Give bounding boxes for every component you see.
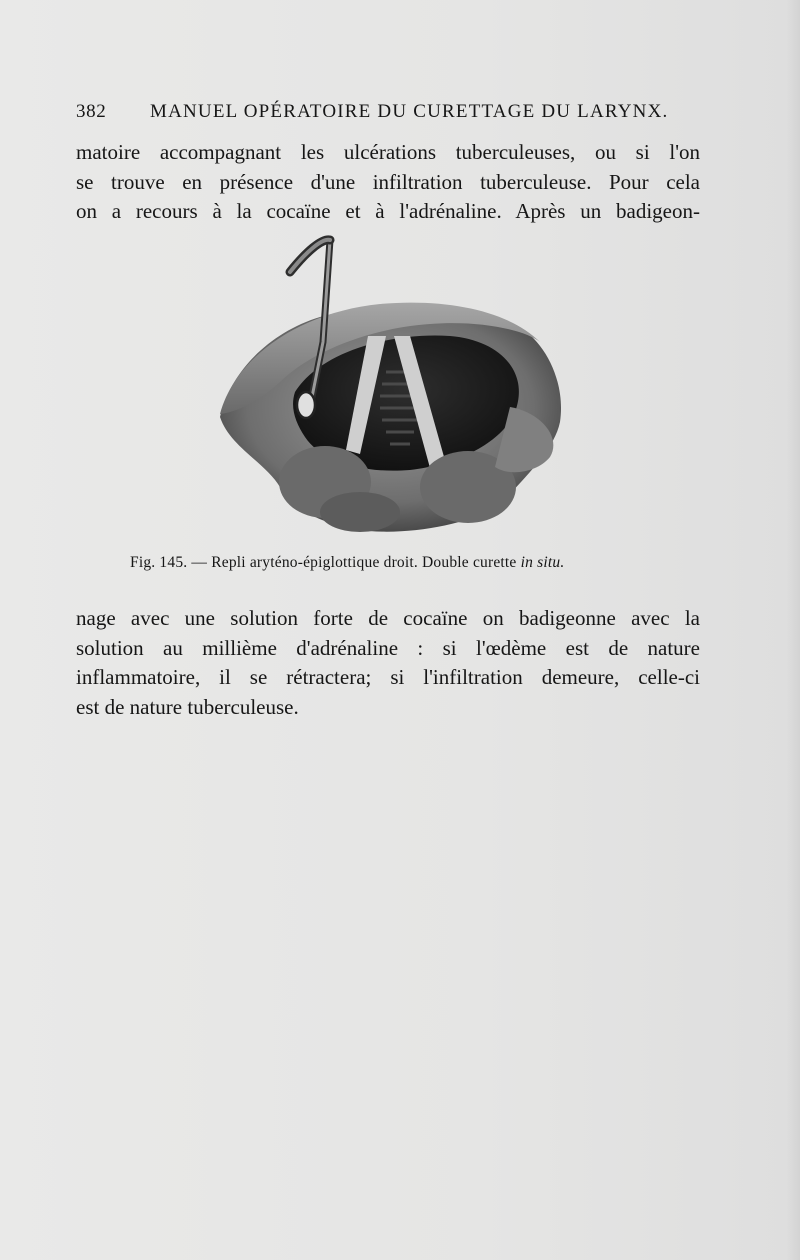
running-title: MANUEL OPÉRATOIRE DU CURETTAGE DU LARYNX. bbox=[150, 101, 669, 122]
caption-text: Fig. 145. — Repli aryténo-épiglottique droit. Double curette bbox=[130, 554, 517, 571]
paragraph-continued bbox=[76, 138, 700, 227]
text-line: se trouve en présence d'une infiltration tuberculeuse. Pour cela bbox=[76, 169, 700, 194]
text-line: nage avec une solution forte de cocaïne on badigeonne avec la bbox=[76, 606, 700, 630]
figure-larynx-illustration bbox=[210, 232, 572, 540]
page-number: 382 bbox=[76, 101, 107, 122]
larynx-curette-drawing bbox=[210, 232, 572, 540]
interarytenoid-fold bbox=[320, 492, 400, 532]
text-line: inflammatoire, il se rétractera; si l'infiltration demeure, celle-ci bbox=[76, 665, 700, 689]
text-line: est de nature tuberculeuse. bbox=[76, 694, 299, 719]
text-line: matoire accompagnant les ulcérations tuberculeuses, ou si l'on bbox=[76, 140, 700, 164]
text-line: solution au millième d'adrénaline : si l'œdème est de nature bbox=[76, 635, 700, 660]
paragraph bbox=[76, 604, 700, 722]
caption-italic: in situ. bbox=[520, 554, 565, 571]
figure-caption bbox=[130, 554, 650, 572]
page-edge-shadow bbox=[786, 0, 800, 1260]
text-line: on a recours à la cocaïne et à l'adrénaline. Après un badigeon- bbox=[76, 199, 700, 223]
running-head bbox=[76, 101, 702, 127]
